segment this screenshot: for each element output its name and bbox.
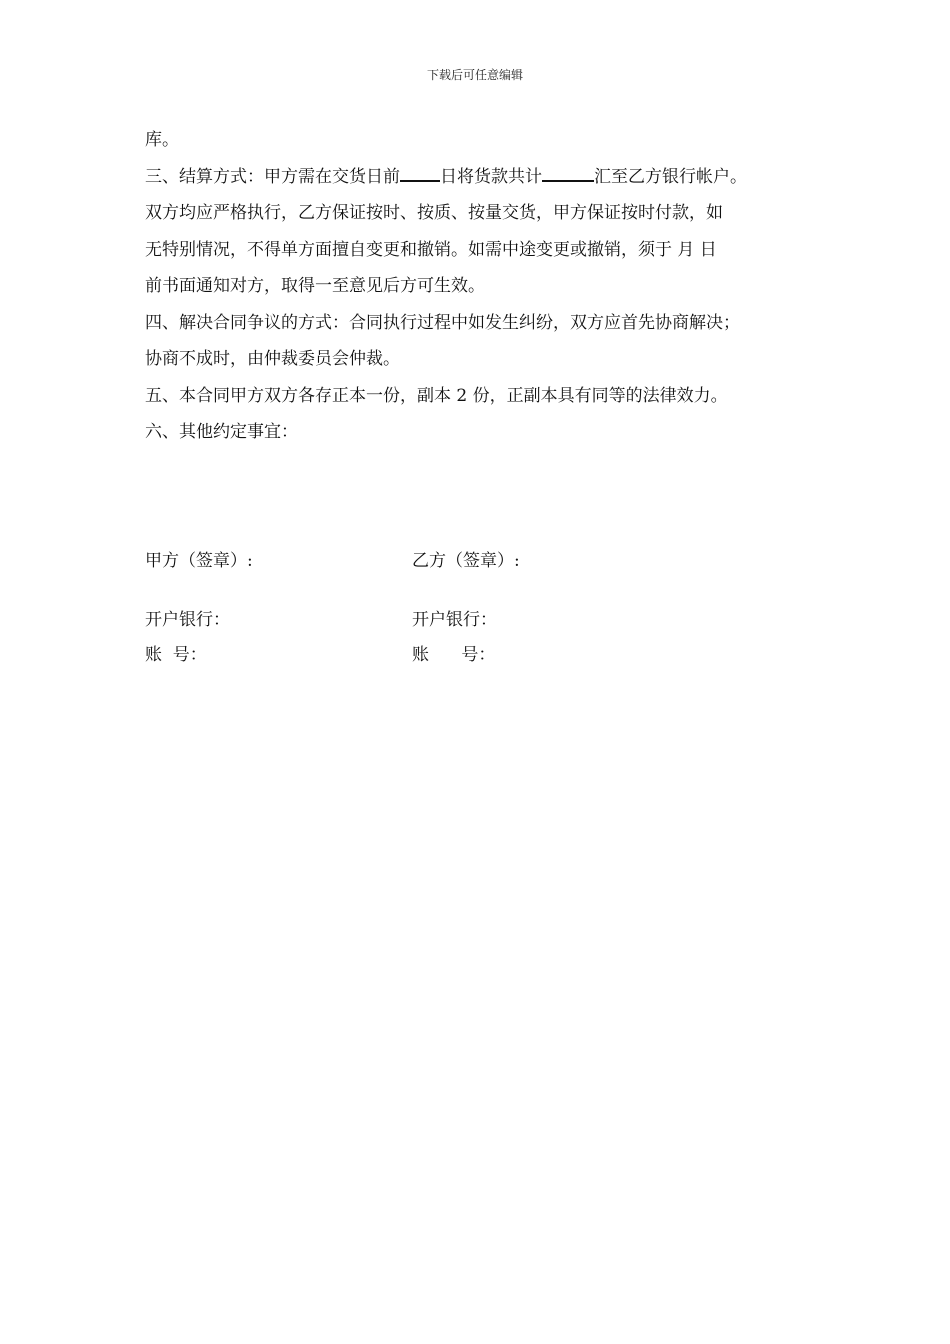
clause-line-3: 无特别情况，不得单方面擅自变更和撤销。如需中途变更或撤销，须于 月 日	[145, 239, 717, 260]
page-header: 下载后可任意编辑	[426, 68, 523, 82]
clause-line-6: 协商不成时，由仲裁委员会仲裁。	[145, 349, 400, 369]
contract-body	[145, 122, 835, 451]
party-a-bank: 开户银行：	[145, 610, 230, 630]
clause-line-0: 库。	[145, 130, 179, 150]
party-a-signature: 甲方（签章）:	[145, 551, 253, 571]
party-b-account: 账 号：	[412, 645, 496, 665]
party-a-account: 账 号：	[145, 645, 207, 665]
clause-settlement	[145, 159, 835, 196]
clause-dispute: 四、解决合同争议的方式：合同执行过程中如发生纠纷，双方应首先协商解决；	[145, 312, 740, 333]
clause-line-2: 双方均应严格执行，乙方保证按时、按质、按量交货，甲方保证按时付款，如	[145, 203, 723, 223]
clause-copies: 五、本合同甲方双方各存正本一份，副本 2 份，正副本具有同等的法律效力。	[145, 385, 728, 406]
party-b-bank: 开户银行：	[412, 610, 497, 630]
party-b-signature: 乙方（签章）:	[412, 551, 520, 571]
settlement-text-b: 日将货款共计	[440, 166, 542, 187]
clause-other: 六、其他约定事宜：	[145, 422, 298, 442]
days-blank	[400, 162, 440, 182]
clause-line-4: 前书面通知对方，取得一至意见后方可生效。	[145, 276, 485, 296]
settlement-text-c: 汇至乙方银行帐户。	[594, 166, 747, 187]
amount-blank	[542, 162, 594, 182]
settlement-text-a: 三、结算方式：甲方需在交货日前	[145, 166, 400, 187]
